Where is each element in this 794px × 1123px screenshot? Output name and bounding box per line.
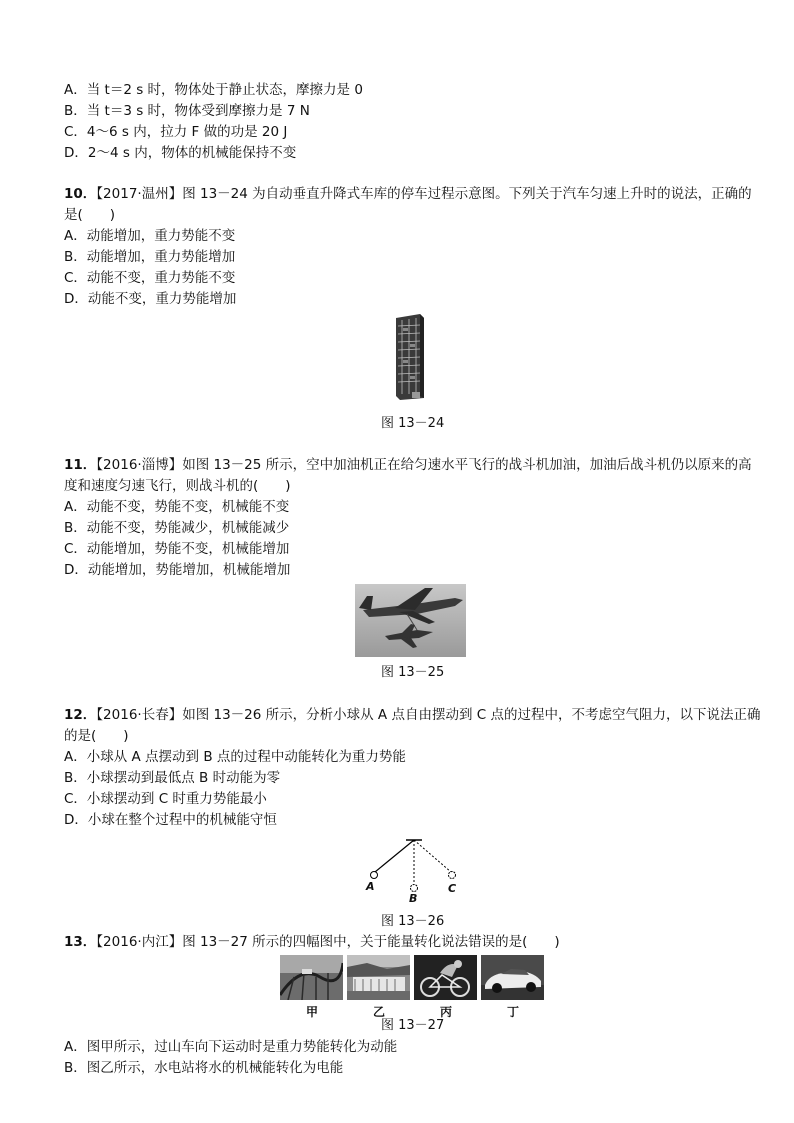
q12-option-c: C．小球摆动到 C 时重力势能最小 xyxy=(64,791,267,807)
ball-at-b xyxy=(411,885,418,892)
cyclist-photo xyxy=(414,955,477,1000)
q13-option-a: A．图甲所示，过山车向下运动时是重力势能转化为动能 xyxy=(64,1039,398,1055)
photo-label-jia: 甲 xyxy=(306,1005,319,1019)
q9-option-b: B．当 t＝3 s 时，物体受到摩擦力是 7 N xyxy=(64,103,310,119)
q10-text: 【2017·温州】图 13－24 为自动垂直升降式车库的停车过程示意图。下列关于汽车匀速上升时的说法，正确的 xyxy=(96,186,752,202)
garage-tower-figure xyxy=(392,314,426,402)
q12-option-b: B．小球摆动到最低点 B 时动能为零 xyxy=(64,770,281,786)
q9-option-a: A．当 t＝2 s 时，物体处于静止状态，摩擦力是 0 xyxy=(64,82,363,98)
q13-option-b: B．图乙所示，水电站将水的机械能转化为电能 xyxy=(64,1060,344,1076)
q13-text: 【2016·内江】图 13－27 所示的四幅图中，关于能量转化说法错误的是( ) xyxy=(96,934,560,950)
figure-caption-13-25: 图 13－25 xyxy=(381,665,445,680)
photo-label-bing: 丙 xyxy=(440,1005,453,1019)
ball-at-a xyxy=(371,872,378,879)
point-label-c: C xyxy=(448,882,457,895)
q12-number: 12． xyxy=(64,707,97,723)
q11-option-d: D．动能增加，势能增加，机械能增加 xyxy=(64,562,291,578)
q11-option-c: C．动能增加，势能不变，机械能增加 xyxy=(64,541,290,557)
photo-label-yi: 乙 xyxy=(373,1005,386,1019)
pendulum-string-c xyxy=(414,840,451,872)
q10-option-a: A．动能增加，重力势能不变 xyxy=(64,228,236,244)
q12-option-a: A．小球从 A 点摆动到 B 点的过程中动能转化为重力势能 xyxy=(64,749,406,765)
q10-option-b: B．动能增加，重力势能增加 xyxy=(64,249,236,265)
q12-option-d: D．小球在整个过程中的机械能守恒 xyxy=(64,812,277,828)
q11-stem-line2: 度和速度匀速飞行，则战斗机的( ) xyxy=(64,478,291,494)
point-label-a: A xyxy=(366,880,375,893)
q13-stem xyxy=(64,932,560,952)
pendulum-string-a xyxy=(375,840,414,872)
q11-option-a: A．动能不变，势能不变，机械能不变 xyxy=(64,499,290,515)
q11-number: 11． xyxy=(64,457,97,473)
sports-car-photo xyxy=(481,955,544,1000)
q10-option-c: C．动能不变，重力势能不变 xyxy=(64,270,236,286)
q12-stem xyxy=(64,705,760,725)
aerial-refueling-photo xyxy=(355,584,466,657)
point-label-b: B xyxy=(409,892,418,905)
photo-label-ding: 丁 xyxy=(507,1005,520,1019)
q12-text: 【2016·长春】如图 13－26 所示，分析小球从 A 点自由摆动到 C 点的过程中，不考虑空气阻力，以下说法正确 xyxy=(96,707,761,723)
roller-coaster-photo xyxy=(280,955,343,1000)
q10-number: 10． xyxy=(64,186,97,202)
q12-stem-line2: 的是( ) xyxy=(64,728,129,744)
q9-option-d: D．2～4 s 内，物体的机械能保持不变 xyxy=(64,145,297,161)
q11-stem xyxy=(64,455,752,475)
q11-text: 【2016·淄博】如图 13－25 所示，空中加油机正在给匀速水平飞行的战斗机加油，加油后战斗机仍以原来的高 xyxy=(96,457,752,473)
q10-option-d: D．动能不变，重力势能增加 xyxy=(64,291,237,307)
figure-caption-13-27: 图 13－27 xyxy=(381,1018,445,1033)
q11-option-b: B．动能不变，势能减少，机械能减少 xyxy=(64,520,290,536)
q13-number: 13． xyxy=(64,934,97,950)
ball-at-c xyxy=(449,872,456,879)
hydropower-dam-photo xyxy=(347,955,410,1000)
q9-option-c: C．4～6 s 内，拉力 F 做的功是 20 J xyxy=(64,124,288,140)
figure-caption-13-24: 图 13－24 xyxy=(381,416,445,431)
figure-caption-13-26: 图 13－26 xyxy=(381,914,445,929)
q10-stem xyxy=(64,184,752,204)
q10-stem-line2: 是( ) xyxy=(64,207,116,223)
